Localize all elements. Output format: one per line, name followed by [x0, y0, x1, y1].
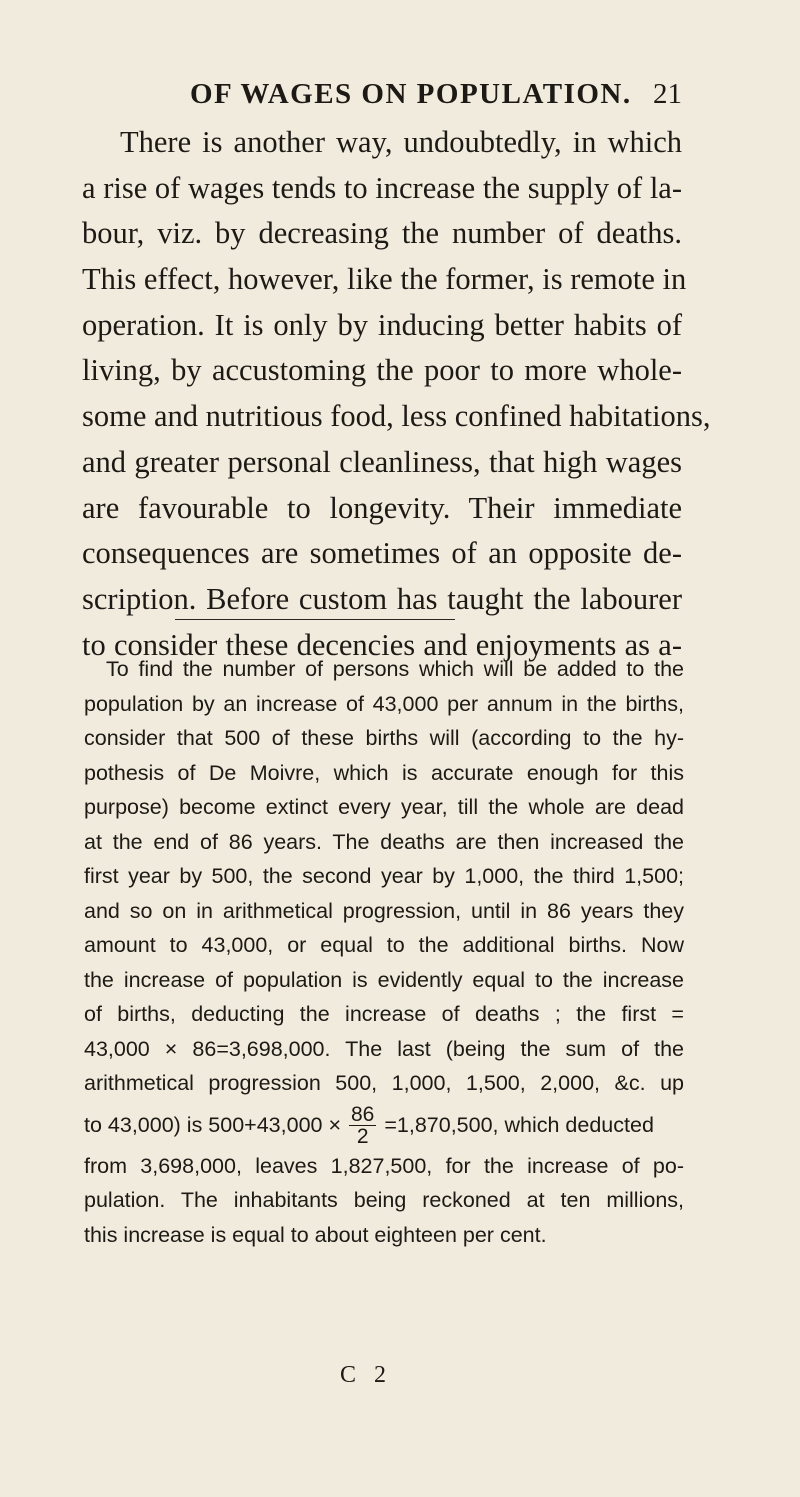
- footnote: [84, 652, 684, 1252]
- main-text-line: bour, viz. by decreasing the number of deaths.: [82, 216, 682, 251]
- footnote-line: consider that 500 of these births will (according to the hy-: [84, 726, 684, 750]
- footnote-line: arithmetical progression 500, 1,000, 1,500, 2,000, &c. up: [84, 1071, 684, 1095]
- main-text-line: operation. It is only by inducing better habits of: [82, 307, 682, 342]
- running-title: OF WAGES ON POPULATION.: [190, 78, 632, 110]
- formula-suffix: =1,870,500, which deducted: [384, 1112, 654, 1137]
- main-text-line: This effect, however, like the former, is remote in: [82, 262, 687, 297]
- footnote-line: 43,000 × 86=3,698,000. The last (being the sum of the: [84, 1036, 684, 1061]
- footnote-line: the increase of population is evidently equal to the increase: [84, 967, 684, 992]
- main-paragraph: [82, 120, 711, 668]
- main-text-line: some and nutritious food, less confined habitations,: [82, 399, 711, 434]
- main-text-line: scription. Before custom has taught the labourer: [82, 581, 682, 616]
- formula-prefix: to 43,000) is 500+43,000 ×: [84, 1112, 342, 1137]
- footnote-line: pulation. The inhabitants being reckoned at ten millions,: [84, 1188, 684, 1212]
- main-text-line: a rise of wages tends to increase the supply of la-: [82, 170, 682, 205]
- footnote-line: amount to 43,000, or equal to the additional births. Now: [84, 933, 684, 957]
- main-text-line: consequences are sometimes of an opposite de-: [82, 536, 682, 571]
- formula-line: [84, 1101, 684, 1149]
- footnote-line: population by an increase of 43,000 per annum in the births,: [84, 691, 684, 716]
- footnote-line: of births, deducting the increase of deaths ; the first =: [84, 1002, 684, 1026]
- footnote-line: pothesis of De Moivre, which is accurate enough for this: [84, 760, 684, 785]
- footnote-line: To find the number of persons which will be added to the: [106, 657, 684, 681]
- main-text-line: living, by accustoming the poor to more whole-: [82, 353, 682, 388]
- footnote-line: at the end of 86 years. The deaths are then increased the: [84, 829, 684, 854]
- footnote-line: first year by 500, the second year by 1,000, the third 1,500;: [84, 864, 684, 888]
- fraction: [349, 1104, 376, 1147]
- main-text-line: to consider these decencies and enjoyments as a-: [82, 627, 682, 662]
- main-text-line: are favourable to longevity. Their immediate: [82, 490, 682, 525]
- footnote-line: and so on in arithmetical progression, until in 86 years they: [84, 898, 684, 923]
- footnote-divider: [175, 619, 455, 620]
- footnote-line: from 3,698,000, leaves 1,827,500, for the increase of po-: [84, 1153, 684, 1178]
- main-text-line: There is another way, undoubtedly, in which: [120, 125, 682, 159]
- page-number: 21: [653, 78, 682, 110]
- footnote-line: purpose) become extinct every year, till the whole are dead: [84, 795, 684, 819]
- fraction-denominator: 2: [356, 1125, 369, 1149]
- running-head: [0, 78, 800, 118]
- signature-mark: C 2: [340, 1362, 393, 1388]
- footnote-line: this increase is equal to about eighteen per cent.: [84, 1222, 547, 1247]
- fraction-numerator: 86: [351, 1103, 375, 1127]
- main-text-line: and greater personal cleanliness, that high wages: [82, 444, 682, 479]
